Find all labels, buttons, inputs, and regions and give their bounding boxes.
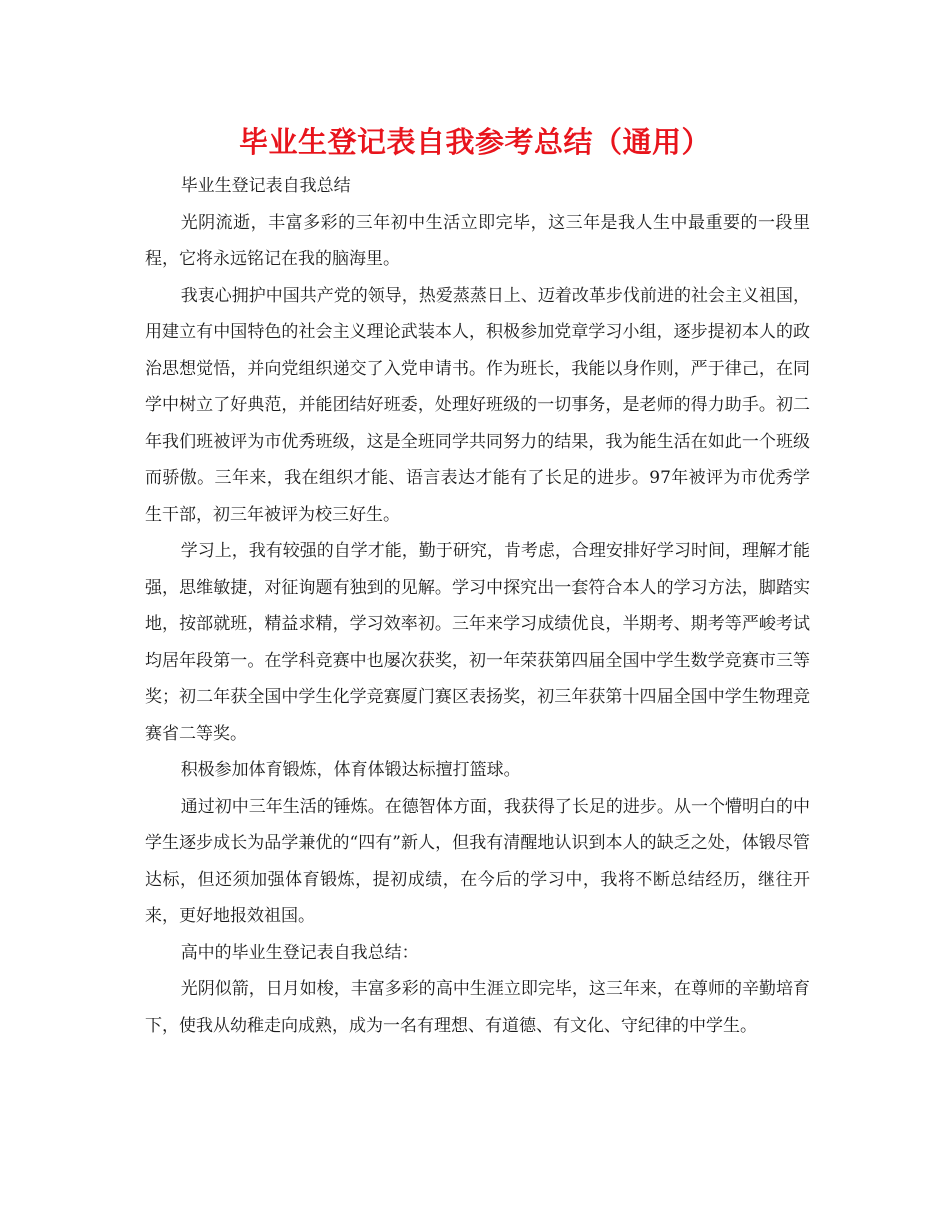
paragraph-sports: 积极参加体育锻炼，体育体锻达标擅打篮球。: [180, 760, 521, 780]
paragraph-high-school: 光阴似箭，日月如梭，丰富多彩的高中生涯立即完毕，这三年来，在尊师的辛勤培育下，使我从幼稚走向成熟，成为一名有理想、有道德、有文化、守纪律的中学生。: [145, 979, 810, 1036]
paragraph-high-school-heading: 高中的毕业生登记表自我总结：: [180, 942, 419, 963]
paragraph-summary: 通过初中三年生活的锤炼。在德智体方面，我获得了长足的进步。从一个懵明白的中学生逐步成长为品学兼优的“四有”新人，但我有清醒地认识到本人的缺乏之处，体锻尽管达标，但还须加强体育锻炼，提初成绩，在今后的学习中，我将不断总结经历，继往开来，更好地报效祖国。: [145, 796, 810, 926]
document-body: [145, 168, 810, 1044]
paragraph-politics: 我衷心拥护中国共产党的领导，热爱蒸蒸日上、迈着改革步伐前进的社会主义祖国，用建立有中国特色的社会主义理论武装本人，积极参加党章学习小组，逐步提初本人的政治思想觉悟，并向党组织递交了入党申请书。作为班长，我能以身作则，严于律己，在同学中树立了好典范，并能团结好班委，处理好班级的一切事务，是老师的得力助手。初二年我们班被评为市优秀班级，这是全班同学共同努力的结果，我为能生活在如此一个班级而骄傲。三年来，我在组织才能、语言表达才能有了长足的进步。97年被评为市优秀学生干部，初三年被评为校三好生。: [145, 285, 810, 525]
document-title: 毕业生登记表自我参考总结（通用）: [238, 125, 711, 159]
paragraph-study: 学习上，我有较强的自学才能，勤于研究，肯考虑，合理安排好学习时间，理解才能强，思维敏捷，对征询题有独到的见解。学习中探究出一套符合本人的学习方法，脚踏实地，按部就班，精益求精，学习效率初。三年来学习成绩优良，半期考、期考等严峻考试均居年段第一。在学科竞赛中也屡次获奖，初一年荣获第四届全国中学生数学竞赛市三等奖；初二年获全国中学生化学竞赛厦门赛区表扬奖，初三年获第十四届全国中学生物理竞赛省二等奖。: [145, 541, 810, 744]
paragraph-subtitle: 毕业生登记表自我总结: [180, 176, 351, 196]
paragraph-intro: 光阴流逝，丰富多彩的三年初中生活立即完毕，这三年是我人生中最重要的一段里程，它将永远铭记在我的脑海里。: [145, 212, 810, 269]
